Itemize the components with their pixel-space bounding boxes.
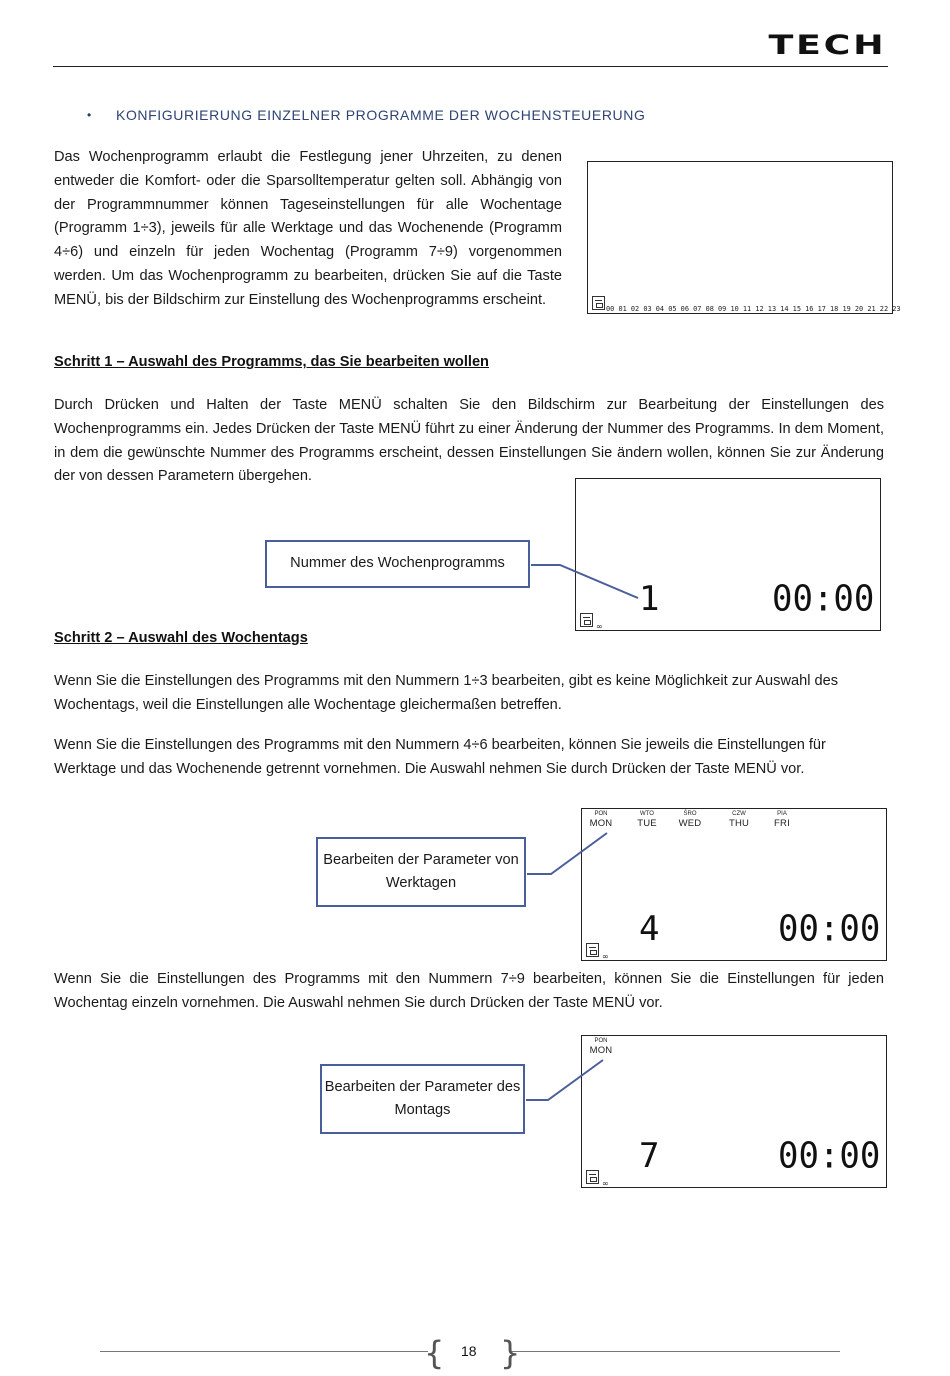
page-number: 18 (461, 1343, 477, 1359)
hour-scale: 00 01 02 03 04 05 06 07 08 09 10 11 12 13 14 15 16 17 18 19 20 21 22 23 (606, 305, 901, 313)
connector-line-3 (526, 1060, 603, 1100)
bracket-left-icon: { (424, 1334, 445, 1372)
tech-logo: TECH (768, 30, 886, 61)
section-title: KONFIGURIERUNG EINZELNER PROGRAMME DER WOCHENSTEUERUNG (116, 107, 646, 123)
bullet-icon: • (87, 108, 92, 122)
step2-paragraph-b: Wenn Sie die Einstellungen des Programms mit den Nummern 4÷6 bearbeiten, können Sie jeweils die Einstellungen für Werktage und das Wochenende getrennt vornehmen. Die Auswahl nehmen Sie durch Drücken der Taste MENÜ vor. (54, 737, 826, 777)
day-label-en: TUE (637, 818, 657, 829)
day-label-pl: PON (594, 811, 608, 817)
program-number-display: 4 (639, 909, 660, 949)
day-label-pl: PON (594, 1038, 608, 1044)
callout-label: Nummer des Wochenprogramms (290, 555, 505, 572)
day-label-pl: CZW (732, 811, 746, 817)
day-label-pl: WTO (640, 811, 654, 817)
time-display: 00:00 (778, 1135, 881, 1177)
callout-label: Bearbeiten der Parameter von Werktagen (323, 851, 519, 891)
infinity-icon: ∞ (596, 622, 603, 631)
step2-paragraph-c: Wenn Sie die Einstellungen des Programms mit den Nummern 7÷9 bearbeiten, können Sie die Einstellungen für jeden Wochentag einzeln vornehmen. Die Auswahl nehmen Sie durch Drücken der Taste MENÜ vor. (54, 971, 884, 1011)
day-label-en: WED (678, 818, 702, 829)
step2-paragraph-a: Wenn Sie die Einstellungen des Programms mit den Nummern 1÷3 bearbeiten, gibt es keine Möglichkeit zur Auswahl des Wochentags, weil die Einstellungen alle Wochentage gleichermaßen betreffen. (54, 673, 839, 713)
program-number-display: 7 (639, 1136, 660, 1176)
callout-label: Bearbeiten der Parameter des Montags (324, 1078, 521, 1118)
day-label-pl: ŚRO (683, 811, 697, 817)
day-label-en: MON (589, 1045, 613, 1056)
day-label-pl: PIA (777, 811, 787, 817)
time-display: 00:00 (778, 908, 881, 950)
day-label-en: FRI (774, 818, 790, 829)
infinity-icon: ∞ (602, 952, 609, 961)
infinity-icon: ∞ (602, 1179, 609, 1188)
day-label-en: THU (728, 818, 750, 829)
bracket-right-icon: } (500, 1334, 521, 1372)
connector-line-1 (531, 565, 638, 598)
day-label-en: MON (589, 818, 613, 829)
footer-rule-left (100, 1351, 428, 1352)
time-display: 00:00 (772, 578, 875, 620)
step1-heading: Schritt 1 – Auswahl des Programms, das Sie bearbeiten wollen (54, 354, 489, 370)
intro-paragraph: Das Wochenprogramm erlaubt die Festlegung jener Uhrzeiten, zu denen entweder die Komfort- oder die Sparsolltemperatur gelten soll. Abhängig von der Programmnummer können Tageseinstellungen für alle Wochentage (Programm 1÷3), jeweils für alle Werktage und das Wochenende (Programm 4÷6) und einzeln für jeden Wochentag (Programm 7÷9) vorgenommen werden. Um das Wochenprogramm zu bearbeiten, drücken Sie auf die Taste MENÜ, bis der Bildschirm zur Einstellung des Wochenprogramms erscheint. (54, 149, 562, 308)
page-footer (0, 1330, 950, 1370)
step2-heading: Schritt 2 – Auswahl des Wochentags (54, 630, 308, 646)
connector-line-2 (527, 833, 607, 874)
step1-paragraph: Durch Drücken und Halten der Taste MENÜ schalten Sie den Bildschirm zur Bearbeitung der Einstellungen des Wochenprogramms ein. Jedes Drücken der Taste MENÜ führt zu einer Änderung der Nummer des Programms. In dem Moment, in dem die gewünschte Nummer des Programms erscheint, dessen Einstellungen Sie ändern wollen, können Sie zur Änderung der von dessen Parametern übergehen. (54, 397, 884, 485)
footer-rule-right (512, 1351, 840, 1352)
program-number-display: 1 (639, 579, 660, 619)
